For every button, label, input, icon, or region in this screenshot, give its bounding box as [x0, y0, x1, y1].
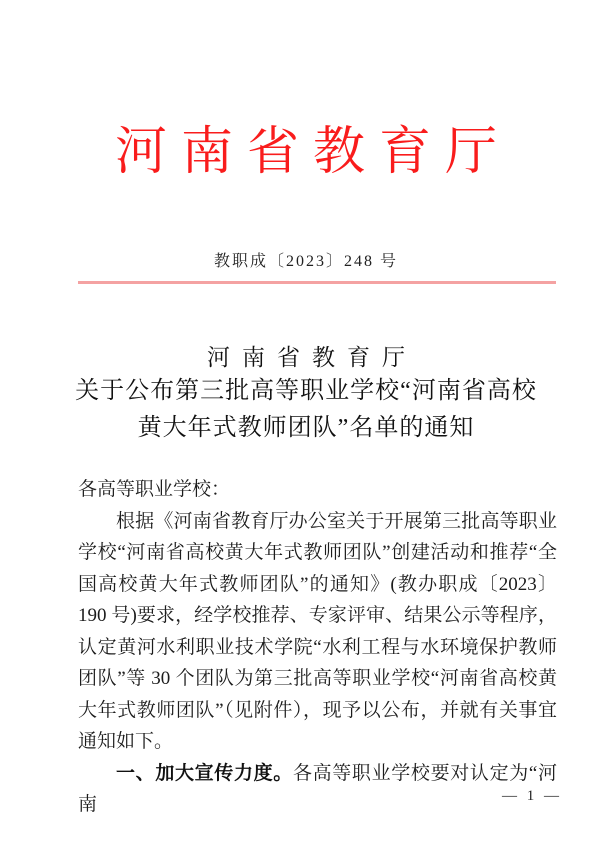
body-paragraph-2	[78, 758, 557, 821]
paragraph-text: 各高等职业学校要对认定为“河南	[78, 762, 557, 815]
notice-title	[26, 342, 586, 447]
paragraph-bold-lead: 一、加大宣传力度。	[116, 762, 293, 784]
title-agency-line: 河南省教育厅	[207, 345, 417, 370]
page-number: — 1 —	[502, 788, 562, 804]
title-line-2: 关于公布第三批高等职业学校“河南省高校	[75, 378, 537, 404]
notice-body	[78, 474, 557, 821]
body-paragraph-1: 根据《河南省教育厅办公室关于开展第三批高等职业学校“河南省高校黄大年式教师团队”创建活动和推荐“全国高校黄大年式教师团队”的通知》(教办职成〔2023〕190 号)要求，经学校推荐、专家评审、结果公示等程序，认定黄河水利职业技术学院“水利工程与水环境保护教师团队”等 30 个团队为第三批高等职业学校“河南省高校黄大年式教师团队”（见附件），现予以公布，并就有关事宜通知如下。	[78, 510, 557, 752]
agency-red-header: 河南省教育厅	[114, 124, 511, 181]
doc-number: 教职成〔2023〕248 号	[213, 253, 398, 270]
salutation: 各高等职业学校：	[78, 479, 231, 500]
red-divider-line	[78, 281, 556, 284]
title-line-3: 黄大年式教师团队”名单的通知	[137, 415, 475, 441]
